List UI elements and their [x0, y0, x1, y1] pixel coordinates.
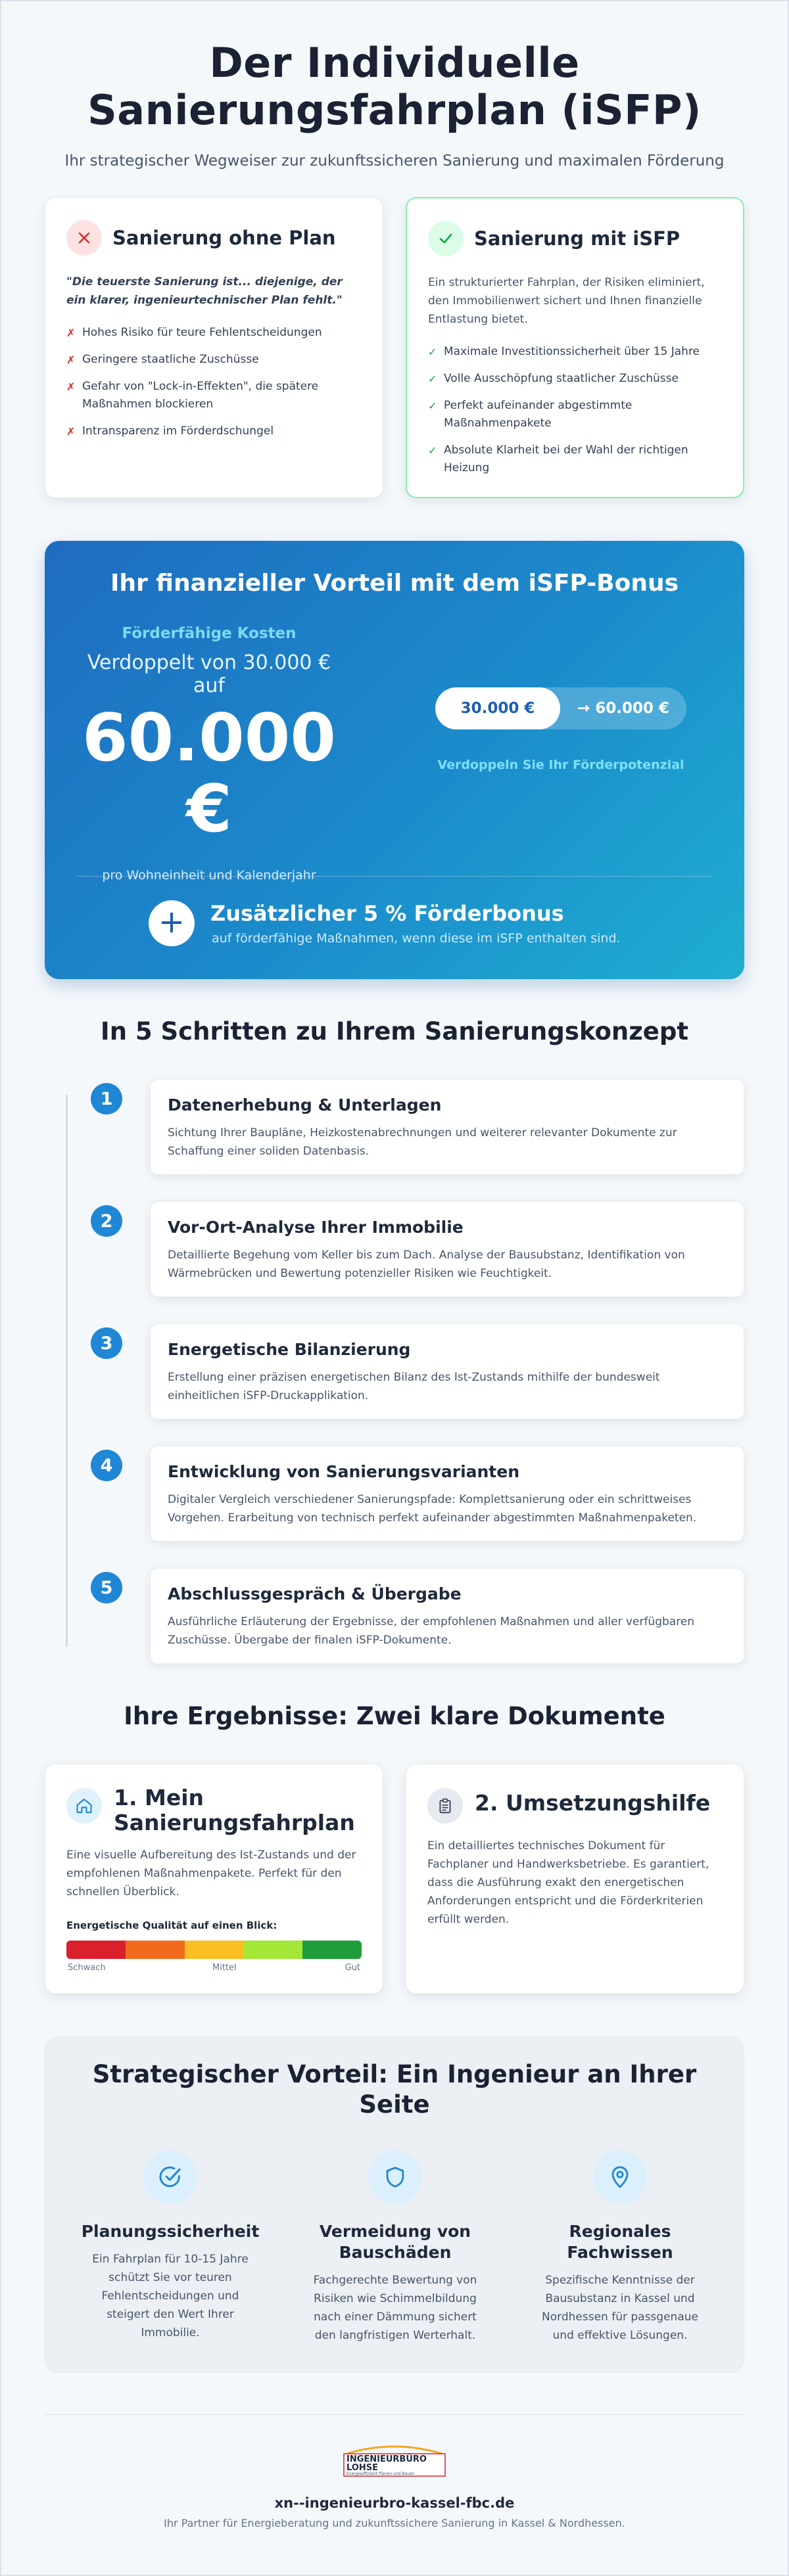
scale-label-low: Schwach: [68, 1963, 106, 1973]
step-title: Entwicklung von Sanierungsvarianten: [168, 1462, 520, 1481]
list-item-text: Maximale Investitionssicherheit über 15 Jahre: [444, 345, 700, 358]
list-item: [66, 378, 362, 413]
checkmark-icon: ✓: [428, 400, 437, 412]
step-text: Digitaler Vergleich verschiedener Sanierungspfade: Komplettsanierung oder ein schrittweises Vorgehen. Erarbeitung von technisch perfekt aufeinander abgestimmten Maßnahmenpaketen.: [168, 1493, 697, 1525]
bonus-big-amount: 60.000 €: [82, 699, 336, 847]
step-number: 1: [91, 1083, 122, 1115]
check-circle-icon: [143, 2150, 197, 2204]
page-subtitle: Ihr strategischer Wegweiser zur zukunftssicheren Sanierung und maximalen Förderung: [64, 152, 725, 170]
list-item: [428, 442, 722, 477]
step-card: [150, 1079, 744, 1175]
steps-title: In 5 Schritten zu Ihrem Sanierungskonzept: [100, 1017, 689, 1046]
list-item: [66, 351, 362, 369]
document-card-fahrplan: [45, 1764, 383, 1994]
benefit-list: [428, 343, 722, 477]
plus-icon: +: [149, 900, 195, 946]
step-text: Ausführliche Erläuterung der Ergebnisse, der empfohlenen Maßnahmen und aller verfügbaren Zuschüsse. Übergabe der finalen iSFP-Dokumente.: [168, 1615, 695, 1647]
advantage-item-title: Regionales Fachwissen: [567, 2222, 673, 2262]
checkmark-icon: ✓: [428, 346, 437, 358]
step-card: [150, 1568, 744, 1664]
list-item-text: Intransparenz im Förderdschungel: [82, 425, 274, 438]
document-description: Eine visuelle Aufbereitung des Ist-Zustands und der empfohlenen Maßnahmenpakete. Perfekt für den schnellen Überblick.: [66, 1849, 356, 1898]
step-number: 2: [91, 1205, 122, 1237]
step-text: Detaillierte Begehung vom Keller bis zum Dach. Analyse der Bausubstanz, Identifikation von Wärmebrücken und Bewertung potenzieller Risiken wie Feuchtigkeit.: [168, 1249, 685, 1280]
timeline-line: [66, 1095, 68, 1647]
footer-note: Ihr Partner für Energieberatung und zukunftssichere Sanierung in Kassel & Nordhessen.: [164, 2517, 625, 2529]
list-item-text: Geringere staatliche Zuschüsse: [82, 353, 259, 366]
scale-segment: [66, 1941, 126, 1959]
list-item-text: Gefahr von "Lock-in-Effekten", die spätere Maßnahmen blockieren: [82, 380, 319, 411]
footer-url[interactable]: xn--ingenieurbro-kassel-fbc.de: [274, 2495, 515, 2511]
list-item-text: Volle Ausschöpfung staatlicher Zuschüsse: [444, 372, 679, 385]
bonus-title: Ihr finanzieller Vorteil mit dem iSFP-Bonus: [110, 570, 679, 597]
step-title: Vor-Ort-Analyse Ihrer Immobilie: [168, 1218, 464, 1237]
scale-segment: [126, 1941, 185, 1959]
extra-bonus-subtitle: auf förderfähige Maßnahmen, wenn diese im iSFP enthalten sind.: [212, 931, 621, 946]
list-item-text: Perfekt aufeinander abgestimmte Maßnahmenpakete: [444, 399, 633, 430]
bonus-label: Förderfähige Kosten: [122, 625, 297, 642]
comparison-description: Ein strukturierter Fahrplan, der Risiken eliminiert, den Immobilienwert sichert und Ihnen finanzielle Entlastung bietet.: [428, 276, 705, 326]
step-text: Erstellung einer präzisen energetischen Bilanz des Ist-Zustands mithilfe der bundesweit einheitlichen iSFP-Druckapplikation.: [168, 1371, 660, 1402]
step-card: [150, 1323, 744, 1419]
shield-icon: [368, 2150, 422, 2204]
list-item-text: Hohes Risiko für teure Fehlentscheidungen: [82, 326, 322, 339]
document-title: 2. Umsetzungshilfe: [475, 1790, 711, 1816]
scale-label-mid: Mittel: [212, 1963, 237, 1973]
cross-icon: ✗: [66, 425, 76, 438]
checkmark-icon: ✓: [428, 373, 437, 385]
advantage-section: [45, 2036, 744, 2373]
house-icon: [66, 1788, 102, 1824]
page-title-line2: Sanierungsfahrplan (iSFP): [87, 86, 702, 134]
bonus-banner: [45, 541, 744, 979]
advantage-item-title: Planungssicherheit: [81, 2222, 260, 2241]
pill-caption: Verdoppeln Sie Ihr Förderpotenzial: [437, 758, 684, 772]
scale-segment: [185, 1941, 244, 1959]
cross-icon: ✗: [66, 380, 76, 393]
step-number: 3: [91, 1327, 122, 1359]
step-title: Abschlussgespräch & Übergabe: [168, 1584, 462, 1603]
hero: [0, 39, 789, 170]
advantage-item-title: Vermeidung von Bauschäden: [319, 2222, 471, 2262]
comparison-card-with-isfp: [406, 197, 744, 498]
logo-line3: Energieeffizient Planen und Bauen: [347, 2472, 415, 2476]
close-icon: [66, 220, 102, 256]
cross-icon: ✗: [66, 354, 76, 366]
step-number: 4: [91, 1450, 122, 1481]
step-text: Sichtung Ihrer Baupläne, Heizkostenabrechnungen und weiterer relevanter Dokumente zur Schaffung einer soliden Datenbasis.: [168, 1126, 677, 1158]
energy-quality-scale: [66, 1941, 362, 1959]
extra-bonus-title: Zusätzlicher 5 % Förderbonus: [210, 901, 564, 926]
document-description: Ein detailliertes technisches Dokument für Fachplaner und Handwerksbetriebe. Es garantiert, dass die Ausführung exakt den energetischen Anforderungen entspricht und die Förderkriterien erfüllt werden.: [427, 1839, 709, 1926]
cross-icon: ✗: [66, 327, 76, 339]
bonus-doubled-text: Verdoppelt von 30.000 € auf: [87, 651, 331, 697]
advantage-title-line1: Strategischer Vorteil: Ein Ingenieur an Ihrer: [92, 2060, 697, 2088]
advantage-item: [521, 2150, 719, 2345]
advantage-item: [72, 2150, 269, 2342]
list-item-text: Absolute Klarheit bei der Wahl der richtigen Heizung: [444, 444, 688, 474]
bonus-unit: pro Wohneinheit und Kalenderjahr: [102, 868, 316, 883]
company-logo: [341, 2439, 448, 2481]
page-title: [0, 39, 789, 134]
advantage-title: [45, 2059, 744, 2120]
step-title: Datenerhebung & Unterlagen: [168, 1095, 442, 1115]
list-item: [428, 397, 722, 432]
advantage-item-text: Fachgerechte Bewertung von Risiken wie Schimmelbildung nach einer Dämmung sichert den langfristigen Werterhalt.: [313, 2274, 477, 2342]
document-card-umsetzungshilfe: [406, 1764, 744, 1994]
page-title-line1: Der Individuelle: [209, 39, 580, 87]
scale-segment: [243, 1941, 302, 1959]
scale-segment: [302, 1941, 362, 1959]
advantage-item: [297, 2150, 494, 2345]
list-item: [428, 370, 722, 388]
clipboard-icon: [427, 1788, 463, 1824]
step-title: Energetische Bilanzierung: [168, 1340, 411, 1359]
amount-comparison-pill: [435, 687, 686, 729]
quality-scale-label: Energetische Qualität auf einen Blick:: [66, 1920, 277, 1931]
comparison-title: Sanierung mit iSFP: [474, 227, 681, 250]
scale-labels: [66, 1963, 362, 1975]
step-card: [150, 1446, 744, 1542]
advantage-item-text: Spezifische Kenntnisse der Bausubstanz in Kassel und Nordhessen für passgenaue und effektive Lösungen.: [542, 2274, 698, 2342]
divider: [76, 876, 713, 877]
checkmark-icon: ✓: [428, 444, 437, 457]
divider: [45, 2414, 744, 2415]
bonus-amount-block: [71, 625, 347, 883]
document-title: 1. Mein Sanierungsfahrplan: [114, 1785, 355, 1835]
comparison-title: Sanierung ohne Plan: [112, 227, 336, 249]
step-card: [150, 1201, 744, 1297]
logo-line2: LOHSE: [347, 2463, 378, 2473]
check-icon: [428, 221, 464, 256]
results-title: Ihre Ergebnisse: Zwei klare Dokumente: [124, 1702, 665, 1730]
comparison-card-without-plan: [45, 197, 383, 498]
logo-line1: INGENIEURBÜRO: [347, 2454, 427, 2464]
risk-list: [66, 324, 362, 440]
location-pin-icon: [593, 2150, 647, 2204]
list-item: [428, 343, 722, 361]
step-number: 5: [91, 1572, 122, 1603]
list-item: [66, 423, 362, 440]
pill-from-amount: 30.000 €: [435, 687, 560, 729]
scale-label-high: Gut: [345, 1963, 360, 1973]
advantage-title-line2: Seite: [359, 2090, 430, 2119]
comparison-quote: "Die teuerste Sanierung ist... diejenige, der ein klarer, ingenieurtechnischer Plan fehlt.": [66, 275, 343, 307]
list-item: [66, 324, 362, 342]
pill-to-amount: → 60.000 €: [577, 700, 670, 717]
advantage-item-text: Ein Fahrplan für 10-15 Jahre schützt Sie vor teuren Fehlentscheidungen und steigert den Wert Ihrer Immobilie.: [92, 2253, 249, 2339]
